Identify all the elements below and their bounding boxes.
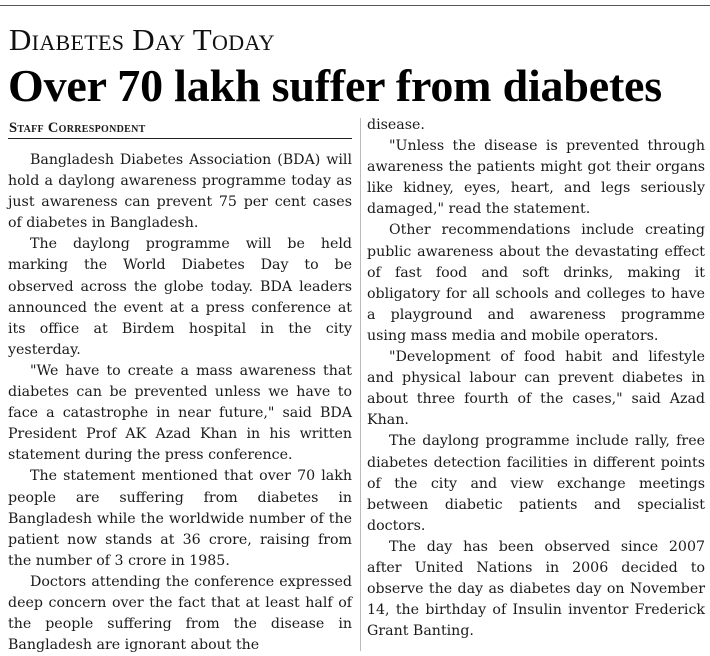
paragraph: The statement mentioned that over 70 lakh people are suffering from diabetes in Bangladesh while the worldwide number of the patient now stands at 36 crore, raising from the number of 3 crore in 1985. <box>8 468 352 569</box>
kicker-title: Diabetes Day Today <box>9 22 275 57</box>
paragraph: The daylong programme include rally, free diabetes detection facilities in different points of the city and view exchange meetings between diabetic patients and specialist doctors. <box>367 433 705 534</box>
paragraph: "We have to create a mass awareness that diabetes can be prevented unless we have to face a catastrophe in near future," said BDA President Prof AK Azad Khan in his written statement during the press conference. <box>8 362 352 464</box>
column-divider <box>360 118 361 651</box>
top-rule <box>0 5 710 6</box>
paragraph-continuation: disease. <box>367 117 425 133</box>
paragraph: Doctors attending the conference expressed deep concern over the fact that at least half of the people suffering from the disease in Bangladesh are ignorant about the <box>8 573 352 654</box>
byline: Staff Correspondent <box>9 120 146 136</box>
paragraph: The day has been observed since 2007 after United Nations in 2006 decided to observe the day as diabetes day on November 14, the birthday of Insulin inventor Frederick Grant Banting. <box>367 538 705 640</box>
paragraph: Bangladesh Diabetes Association (BDA) will hold a daylong awareness programme today as just awareness can prevent 75 per cent cases of diabetes in Bangladesh. <box>8 152 352 232</box>
article-column-right <box>367 115 705 642</box>
byline-rule <box>8 138 352 139</box>
headline: Over 70 lakh suffer from diabetes <box>8 60 662 111</box>
article-column-left <box>8 150 352 656</box>
paragraph: "Unless the disease is prevented through awareness the patients might got their organs like kidney, eyes, heart, and legs seriously damaged," read the statement. <box>367 138 705 218</box>
paragraph: Other recommendations include creating public awareness about the devastating effect of fast food and soft drinks, making it obligatory for all schools and colleges to have a playground and awareness programme using mass media and mobile operators. <box>367 222 705 344</box>
paragraph: "Development of food habit and lifestyle and physical labour can prevent diabetes in about three fourth of the cases," said Azad Khan. <box>367 349 705 429</box>
paragraph: The daylong programme will be held marking the World Diabetes Day to be observed across the globe today. BDA leaders announced the event at a press conference at its office at Birdem hospital in the city yesterday. <box>8 236 352 358</box>
